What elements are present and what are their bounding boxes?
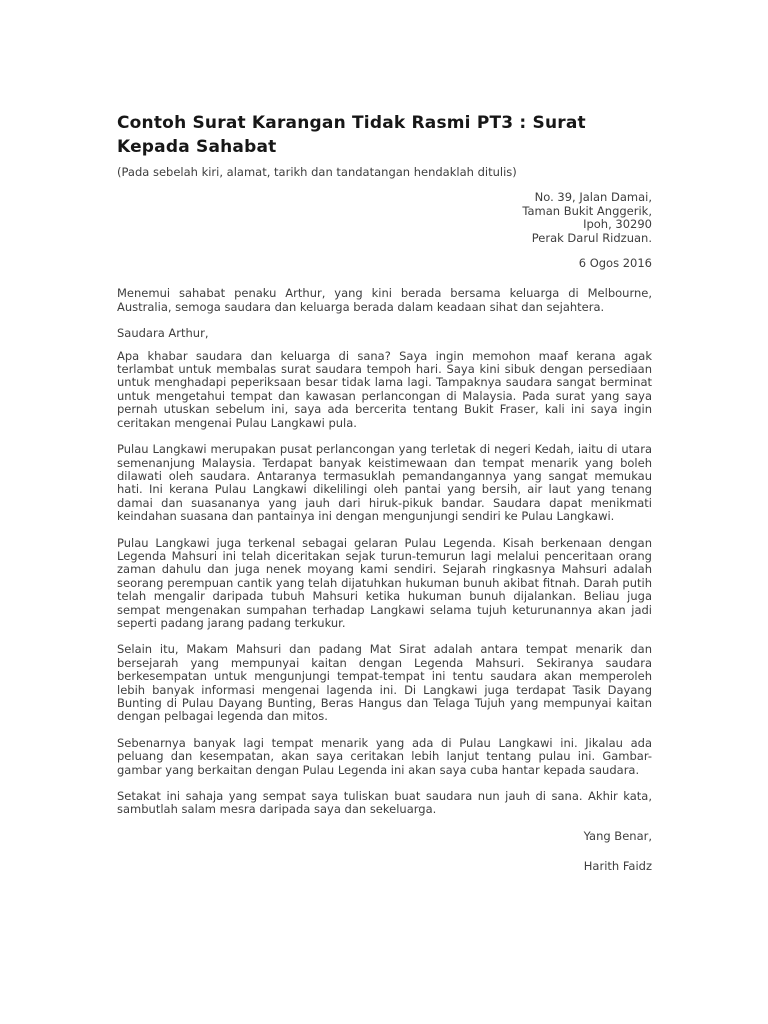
address-line: Taman Bukit Anggerik,: [522, 203, 652, 218]
intro-paragraph: Menemui sahabat penaku Arthur, yang kini berada bersama keluarga di Melbourne, Australia, semoga saudara dan keluarga berada dalam keadaan sihat dan sejahtera.: [117, 286, 652, 314]
closing-phrase: Yang Benar,: [583, 828, 652, 843]
body-paragraph: Apa khabar saudara dan keluarga di sana? Saya ingin memohon maaf kerana agak terlambat untuk membalas surat saudara tempoh hari. Saya kini sibuk dengan persediaan untuk menghadapi peperiksaan besar tidak lama lagi. Tampaknya saudara sangat berminat untuk mengetahui tempat dan kawasan perlancongan di Malaysia. Pada surat yang saya pernah utuskan sebelum ini, saya ada bercerita tentang Bukit Fraser, kali ini saya ingin ceritakan mengenai Pulau Langkawi pula.: [117, 348, 652, 430]
letter-title: Contoh Surat Karangan Tidak Rasmi PT3 : Surat Kepada Sahabat: [117, 113, 586, 157]
signature-name: Harith Faidz: [583, 859, 652, 874]
sender-address: [117, 191, 652, 245]
body-paragraph: Pulau Langkawi merupakan pusat perlancongan yang terletak di negeri Kedah, iaitu di utara semenanjung Malaysia. Terdapat banyak keistimewaan dan tempat menarik yang boleh dilawati oleh saudara. Antaranya termasuklah pemandangannya yang sangat memukau hati. Ini kerana Pulau Langkawi dikelilingi oleh pantai yang bersih, air laut yang tenang damai dan suasananya yang jauh dari hiruk-pikuk bandar. Saudara dapat menikmati keindahan suasana dan pantainya ini dengan mengunjungi sendiri ke Pulau Langkawi.: [117, 442, 652, 524]
instruction-note: (Pada sebelah kiri, alamat, tarikh dan tandatangan hendaklah ditulis): [117, 165, 517, 179]
body-paragraph: Selain itu, Makam Mahsuri dan padang Mat Sirat adalah antara tempat menarik dan bersejarah yang mempunyai kaitan dengan Legenda Mahsuri. Sekiranya saudara berkesempatan untuk mengunjungi tempat-tempat ini tentu saudara akan memperoleh lebih banyak informasi mengenai lagenda ini. Di Langkawi juga terdapat Tasik Dayang Bunting di Pulau Dayang Bunting, Beras Hangus dan Telaga Tujuh yang mempunyai kaitan dengan pelbagai legenda dan mitos.: [117, 642, 652, 724]
body-paragraph: Pulau Langkawi juga terkenal sebagai gelaran Pulau Legenda. Kisah berkenaan dengan Legenda Mahsuri ini telah diceritakan sejak turun-temurun lagi melalui penceritaan orang zaman dahulu dan juga nenek moyang kami sendiri. Sejarah ringkasnya Mahsuri adalah seorang perempuan cantik yang telah dijatuhkan hukuman bunuh akibat fitnah. Darah putih telah mengalir daripada tubuh Mahsuri ketika hukuman bunuh dijalankan. Beliau juga sempat mengenakan sumpahan terhadap Langkawi selama tujuh keturunannya akan jadi seperti padang jarang padang terkukur.: [117, 535, 652, 630]
body-paragraph: Setakat ini sahaja yang sempat saya tuliskan buat saudara nun jauh di sana. Akhir kata, sambutlah salam mesra daripada saya dan sekeluarga.: [117, 789, 652, 817]
body-paragraph: Sebenarnya banyak lagi tempat menarik yang ada di Pulau Langkawi ini. Jikalau ada peluang dan kesempatan, akan saya ceritakan lebih lanjut tentang pulau ini. Gambar-gambar yang berkaitan dengan Pulau Legenda ini akan saya cuba hantar kepada saudara.: [117, 735, 652, 777]
greeting: Saudara Arthur,: [117, 326, 209, 341]
address-line: Perak Darul Ridzuan.: [531, 230, 652, 245]
letter-date: 6 Ogos 2016: [578, 256, 652, 271]
address-line: Ipoh, 30290: [583, 217, 652, 232]
letter-content: [117, 112, 652, 874]
address-line: No. 39, Jalan Damai,: [534, 190, 652, 205]
